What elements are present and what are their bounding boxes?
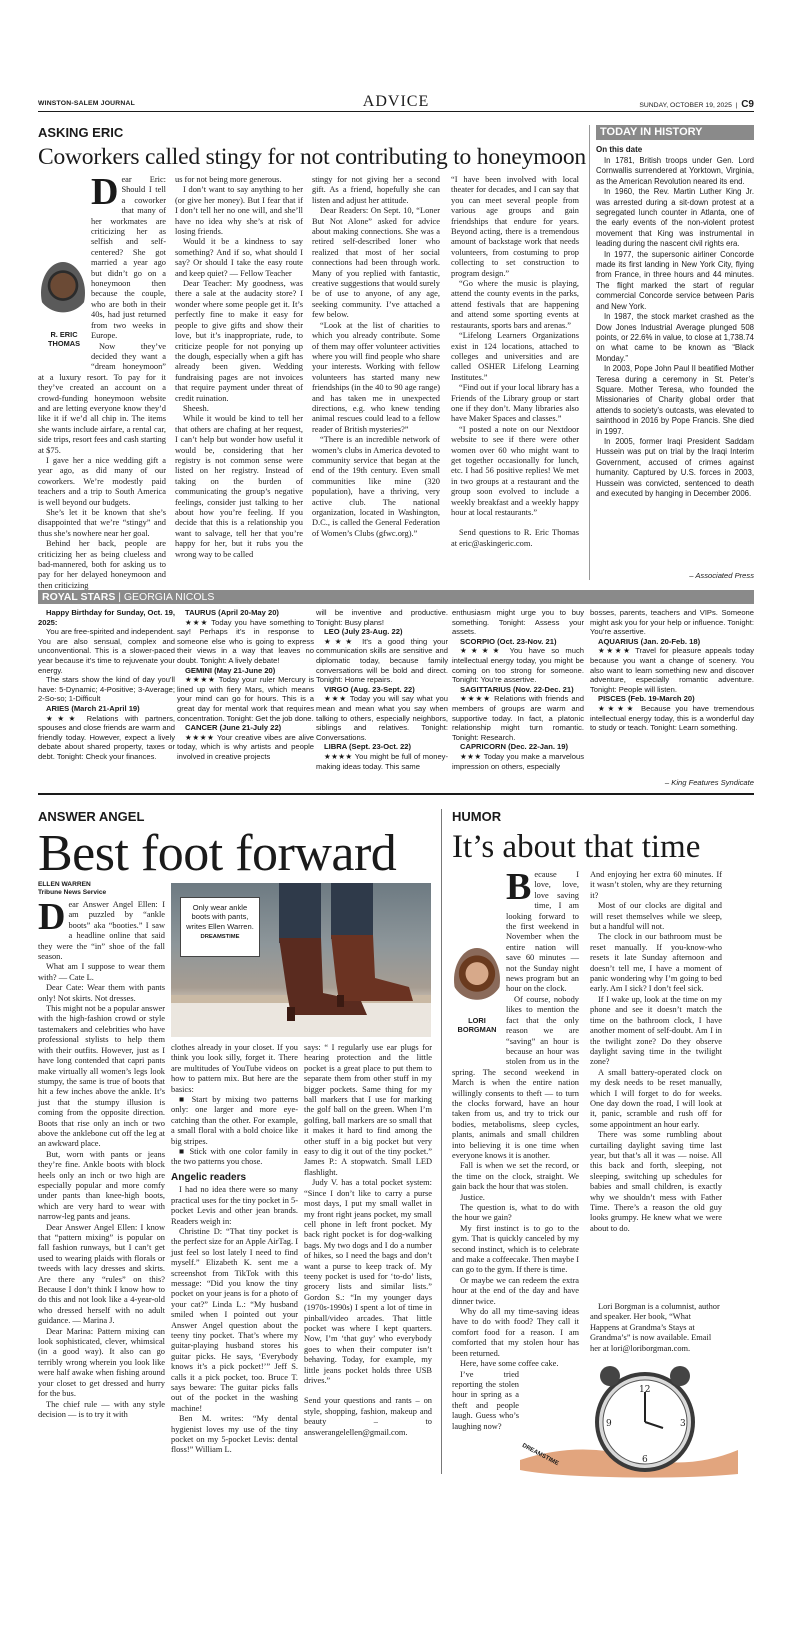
history-subtitle: On this date (596, 145, 643, 154)
photo-caption: Only wear ankle boots with pants, writes Ellen Warren. (186, 903, 254, 931)
stars-author: GEORGIA NICOLS (123, 591, 215, 603)
eric-column-3: stingy for not giving her a second gift. As a friend, hopefully she can listen and adjust her attitude. Dear Readers: On Sept. 10, “Loner But Not Alone” asked for advice about making connections. She was a retired self-described loner who realized that most of her social connections had been through work. Many of you replied with fantastic, creative suggestions that would surely be of use to anyone, of any age, seeking community. I’ve attached a few below. “Look at the list of charities to which you already contribute. Some of them may offer volunteer activities where you will find people who share your interests. Working with fellow volunteers has started many new friendships (in the 40 to 90 age range) and has taken me in unexpected directions, e.g. who knew tending animal rescues could lead to a fellow reader of British mysteries?” “There is an incredible network of women’s clubs in America devoted to community service that began at the end of the 19th century. Even small communities like mine (320 population), have a thriving, very active club. The national organization, located in Washington, D.C., is called the General Federation of Women’s Clubs (gfwc.org).” (312, 175, 440, 538)
svg-text:12: 12 (639, 1385, 651, 1395)
angel-column-2: clothes already in your closet. If you think you look silly, forget it. There are multitudes of YouTube videos on how to pattern mix. But here are the basics: ■ Start by mixing two patterns only: one larger and more eye-catching than the other. For example, a small floral with a bold choice like big stripes. ■ Stick with one color family in the two patterns you chose. Angelic readers I had no idea there were so many practical uses for the tiny pocket in 5-pocket Levis and other jean brands. Readers weigh in: Christine D: “That tiny pocket is the perfect size for an Apple AirTag. I just feel so lost lately I need to find myself.” Elizabeth K. sent me a screenshot from TikTok with this message: “Did you know the tiny pocket on your jeans is for a photo of your cat?” Linda L.: “My husband smiled when I pointed out your Answer Angel question about the teeny tiny pocket. That’s where my guitar-playing husband stores his guitar picks. He says, ‘Everybody knows it’s a pick pocket!’” Jeff S. calls it a pick pocket, too. Bruce T. says beware: The guitar picks falls out of the pocket in the washing machine! Ben M. writes: “My dental hygienist loves my use of the tiny pocket on my 5-pocket Levis: dental floss!” William L. (171, 1043, 298, 1455)
stars-column-1: Happy Birthday for Sunday, Oct. 19, 2025: You are free-spirited and independent. You are also sensual, complex and unconventional. This is a slower-paced year because it’s time to rejuvenate your energy. The stars show the kind of day you’ll have: 5-Dynamic; 4-Positive; 3-Average; 2-So-so; 1-Difficult ARIES (March 21-April 19) ★★★ Relations with partners, spouses and close friends are warm and friendly today. However, expect a lively debate about shared property, taxes or debt. Tonight: Check your finances. (38, 608, 175, 761)
borgman-headshot (454, 948, 500, 1012)
svg-text:9: 9 (606, 1419, 612, 1429)
header-rule (38, 111, 754, 112)
stars-column-4: enthusiasm might urge you to buy something. Tonight: Assess your assets. SCORPIO (Oct. 23-Nov. 21) ★★★★ You have so much intellectual energy today, you might be coming on too strong for someone. Tonight: You’re assertive. SAGITTARIUS (Nov. 22-Dec. 21) ★★★★ Relations with friends and members of groups are warm and supportive today. In fact, a platonic relationship might turn romantic. Tonight: Research. CAPRICORN (Dec. 22-Jan. 19) ★★★ Today you make a marvelous impression on others, especially (452, 608, 584, 771)
page-number: C9 (741, 99, 754, 110)
humor-column-1: Because I love, love, love saving time, I am looking forward to the first weekend in November when the entire nation will save 60 minutes — not the Sunday night news program but an hour on the clock. Of course, nobody likes to mention the fact that the only reason we are “saving” an hour is because an hour was stolen from us in the spring. The second weekend in March is when the entire nation willingly consents to theft — to turn the clocks forward, have an hour taken from us, and try to trick our bodies, metabolisms, sleep cycles, plants, animals and small children into believing it is one time when everyone knows it is another. Fall is when we set the record, or the time on the clock, straight. We gain back the hour that was stolen. Justice. The question is, what to do with the hour we gain? My first instinct is to go to the gym. That is quickly canceled by my second instinct, which is to celebrate and make a coffeecake. Then maybe I can go to the gym. If there is time. Or maybe we can redeem the extra hour at the end of the day and have dinner twice. Why do all my time-saving ideas have to do with food? They call it comfort food for a reason. I am comforted that my stolen hour has been returned. Here, have some coffee cake. I’ve tried reporting the stolen hour in spring as a theft and people laugh. Guess who’s laughing now? (452, 866, 579, 1431)
humor-tagline: Lori Borgman is a columnist, author and speaker. Her book, “What Happens at Grandma’s Stays at Grandma’s” is now available. Email her at lori@loriborgman.com. (590, 1302, 720, 1353)
column-divider (441, 809, 442, 1474)
eric-column-4: “I have been involved with local theater for decades, and I can say that you can meet several people from various age groups and gain friendships that endure for years. Beyond acting, there is a tremendous amount of backstage work that needs volunteers, from costuming to prop collecting to set construction to program design.” “Go where the music is playing, attend the county events in the parks, attend festivals that are happening and attend some sporting events at restaurants, sports bars and arenas.” “Lifelong Learners Organizations exist in 124 locations, attached to colleges and universities and are called OSHER Lifelong Learning Institutes.” “Find out if your local library has a Friends of the Library group or start one if they don’t. Many libraries also have Maker Spaces and classes.” “I posted a note on our Nextdoor website to see if there were other women over 60 who might want to get together occasionally for lunch, etc. I had 56 positive replies! We met in two groups at a restaurant and the group soon evolved to include a weekly breakfast and a weekly happy hour at local restaurants.” Send questions to R. Eric Thomas at eric@askingeric.com. (451, 175, 579, 548)
angel-headline: Best foot forward (38, 825, 397, 882)
stars-column-2: TAURUS (April 20-May 20) ★★★ Today you have something to say! Perhaps it’s in response to someone else who is going to express their views in a way that leaves no doubt. Tonight: A lively debate! GEMINI (May 21-June 20) ★★★★ Today your ruler Mercury is lined up with fiery Mars, which means your mind can go for hours. This is a great day for mental work that requires concentration. Tonight: Get the job done. CANCER (June 21-July 22) ★★★★ Your creative vibes are alive today, which is why artists and people involved in creative projects (177, 608, 314, 761)
paper-name: WINSTON-SALEM JOURNAL (38, 100, 135, 107)
clock-photo-credit: DREAMSTIME (520, 1442, 560, 1468)
eric-letter-start: Dear Eric: Should I tell a coworker that many of her workmates are criticizing her as selfish and self-centered? She got married a year ago but didn’t go on a honeymoon then because the couple, who are both in their 40s, had just returned from two weeks in Europe. (91, 171, 166, 341)
borgman-author-name: LORI BORGMAN (457, 1016, 497, 1034)
eric-column-2: us for not being more generous. I don’t want to say anything to her (or give her money). But I fear that if I don’t tell her no one will, and she’ll have no idea why she’s at risk of losing friends. Would it be a kindness to say something? And if so, what should I say? Or should I take the easy route and keep quiet? — Fellow Teacher Dear Teacher: My goodness, was there a sale at the audacity store? I wonder where some people get it. It’s perfectly fine to make it easy for people to give gifts and show their love, but it’s inappropriate, rude, to criticize people for not ponying up the dough, especially when a gift has already been given. Wedding fundraising pages are not invoices that require payment under threat of credit ruination. Sheesh. While it would be kind to tell her that others are chafing at her request, I can’t help but wonder how useful it would be, considering that her registry is not common sense were listed on her registry. Instead of taking on the burden of communicating the group’s negative feelings, consider just talking to her about how you’re feeling. If you decide that this is a relationship you want to salvage, tell her that you’re happy for her, but it rubs you the wrong way to be called (175, 175, 303, 559)
stars-credit: – King Features Syndicate (664, 778, 754, 787)
humor-headline: It’s about that time (452, 829, 701, 865)
eric-headline: Coworkers called stingy for not contributing to honeymoon (38, 144, 586, 170)
angel-column-3: says: “ I regularly use ear plugs for hearing protection and the little pocket is a great place to put them to separate them from other stuff in my bigger pockets. Same thing for my ball markers that I use for marking the golf ball on the green. When I’m golfing, ball markers are so small that it makes it hard to find among the other stuff in a big pocket but very easy to dig it out of the tiny pocket.” James P.: A stopwatch. Small LED flashlight. Judy V. has a total pocket system: “Since I don’t like to carry a purse most days, I put my small wallet in my front right jeans pocket, my small cell phone in left front pocket. My back right pocket is for dog-walking bags. My two dogs and I do a number of hikes, so I need the bags and don’t want a purse to keep track of. My teeny pocket is used for ‘to-do’ lists, grocery lists and similar lists.” Gordon S.: “In my younger days (1970s-1990s) I spent a lot of time in pinball/video arcades. That little pocket was where I kept quarters. Now, I’m ‘that guy’ who everybody goes to when their computer isn’t behaving. Today, for example, my little jeans pocket holds three USB drives.” Send your questions and rants – on style, shopping, fashion, makeup and beauty – to answerangelellen@gmail.com. (304, 1043, 432, 1437)
eric-headshot (41, 262, 85, 324)
eric-kicker: ASKING ERIC (38, 125, 124, 140)
angel-column-1: Dear Answer Angel Ellen: I am puzzled by “ankle boots” aka “booties.” I saw a headline online that said they were the “in” shoe of the fall season. What am I suppose to wear them with? — Cate L. Dear Cate: Wear them with pants only! Not skirts. Not dresses. This might not be a popular answer with the high-fashion crowd or style tastemakers and celebrities who have professional stylists to help them with their outfits. However, just as I have long contended that capri pants make virtually all women’s legs look stumpy, the same is true of boots that hit a few inches above the ankle. It’s just that the stumpy illusion is coming from the opposite direction. Boots that rise only an inch or two above the anklebone cut off the leg at an awkward place. But, worn with pants or jeans they’re fine. Ankle boots with block heels only an inch or two high are especially popular and more comfy under pants than knee-high boots, which are very hard to wear with narrow-leg pants and jeans. Dear Answer Angel Ellen: I know that “pattern mixing” is popular on fall fashion runways, but I can’t get used to wearing plaids with florals or tweeds with lacy dresses and skirts. Are there any “rules” on this? Because I don’t think I know how to do this and not look like a 4-year-old who dressed herself with no adult guidance. — Marina J. Dear Marina: Pattern mixing can look sophisticated, clever, whimsical (in a good way). It also can go terribly wrong wherein you look like were half awake when fishing around your closet to get dressed and hurry for the bus. The chief rule — with any style decision — is to try it with (38, 896, 165, 1419)
header-date: SUNDAY, OCTOBER 19, 2025 | C9 (639, 99, 754, 110)
stars-title: ROYAL STARS (42, 591, 116, 603)
angel-kicker: ANSWER ANGEL (38, 809, 145, 824)
eric-author-name: R. ERIC THOMAS (47, 330, 81, 348)
humor-column-2: And enjoying her extra 60 minutes. If it wasn’t stolen, why are they returning it? Most of our clocks are digital and will reset themselves while we sleep, but a handful will not. The clock in our bathroom must be reset manually. If you-know-who resets it late Sunday afternoon and doesn’t tell me, I have a moment of panic wondering why I’m going to bed early. Am I sick? I don’t feel sick. If I wake up, look at the time on my phone and see it doesn’t match the time on the bathroom clock, I have another moment of self-doubt. Am I in the twilight zone? Do they observe daylight saving time in the twilight zone? A small battery-operated clock on my desk needs to be reset manually, which I will forget to do for weeks. One day down the road, I will look at it, panic, scramble and rush off for some appointment an hour early. There was some rumbling about curtailing daylight saving time last year, but that’s all it was — noise. All this back and forth, sleeping, not sleeping, switching up schedules for babies and small children, is exactly why we shouldn’t mess with Father Time. There’s a reason the old guy looks grumpy. He knew what we were about to do. (590, 870, 722, 1233)
boots-caption-box (180, 897, 260, 957)
stars-column-5: bosses, parents, teachers and VIPs. Someone might ask you for your help or influence. Tonight: You’re assertive. AQUARIUS (Jan. 20-Feb. 18) ★★★★ Travel for pleasure appeals today because you want a change of scenery. You also want to learn something new and discover adventure, especially romantic adventure. Tonight: People will listen. PISCES (Feb. 19-March 20) ★★★★ Because you have tremendous intellectual energy today, this is a wonderful day to study or teach. Tonight: Learn something. (590, 608, 754, 733)
stars-banner: ROYAL STARS | GEORGIA NICOLS (38, 590, 754, 604)
history-title: TODAY IN HISTORY (596, 125, 754, 140)
history-credit: – Associated Press (689, 571, 754, 580)
photo-credit: DREAMSTIME (200, 934, 240, 941)
date-text: SUNDAY, OCTOBER 19, 2025 (639, 102, 732, 109)
stars-column-3: will be inventive and productive. Tonight: Busy plans! LEO (July 23-Aug. 22) ★★★ It’s a good thing your communication skills are sensitive and diplomatic today, because family conversations will be bold and direct. Tonight: Home repairs. VIRGO (Aug. 23-Sept. 22) ★★★ Today you will say what you mean and mean what you say when talking to others, especially neighbors, siblings and relatives. Tonight: Conversations. LIBRA (Sept. 23-Oct. 22) ★★★★ You might be full of money-making ideas today. This same (316, 608, 448, 771)
humor-kicker: HUMOR (452, 809, 502, 824)
section-title: ADVICE (362, 93, 430, 110)
angel-byline: ELLEN WARREN Tribune News Service (38, 881, 107, 896)
section-rule (38, 793, 754, 795)
history-divider (589, 125, 590, 580)
history-list: In 1781, British troops under Gen. Lord Cornwallis surrendered at Yorktown, Virginia, as the American Revolution neared its end. In 1960, the Rev. Martin Luther King Jr. was arrested during a sit-down protest at a segregated lunch counter in Atlanta, one of the early events of the non-violent protest movement that King was instrumental in leading during the nascent civil rights era. In 1977, the supersonic airliner Concorde made its first landing in New York City, flying from France, in three hours and 44 minutes. The flight marked the start of regular commercial Concorde service between Paris and New York. In 1987, the stock market crashed as the Dow Jones Industrial Average plunged 508 points, or 22.6% in value, to close at 1,738.74 on what came to be known as “Black Monday.” In 2003, Pope John Paul II beatified Mother Teresa during a ceremony in St. Peter’s Square. Mother Teresa, who founded the Missionaries of Charity global order that attends to society’s outcasts, was elevated to sainthood in 2016 by Pope Francis. She died in 1997. In 2005, former Iraqi President Saddam Hussein was put on trial by the Iraqi Interim Government, accused of crimes against humanity. Captured by U.S. forces in 2003, Hussein was convicted, sentenced to death and executed by hanging in December 2006. (596, 156, 754, 498)
eric-column-1: Dear Eric: Should I tell a coworker that many of her workmates are criticizing her as selfish and self-centered? She got married a year ago but didn’t go on a honeymoon then because the couple, who are both in their 40s, had just returned from two weeks in Europe. Now they’ve decided they want a “dream honeymoon” at a luxury resort. To pay for it they’ve created an account on a crowd-funding honeymoon website and are letting everyone know they’d like it if we’d all chip in. The items she wants include airfare, a rental car, side trips, resort fees and cash starting at $75. I gave her a nice wedding gift a year ago, as did many of our coworkers. We’re modestly paid teachers and a trip to South America is well beyond our budgets. She’s let it be known that she’s disappointed that we’re “stingy” and thus she’s nowhere near her goal. Behind her back, people are criticizing her as being clueless and bad-mannered, both for asking us to pay for her delayed honeymoon and then criticizing (38, 171, 166, 590)
svg-text:3: 3 (680, 1419, 686, 1429)
svg-text:6: 6 (642, 1455, 648, 1465)
